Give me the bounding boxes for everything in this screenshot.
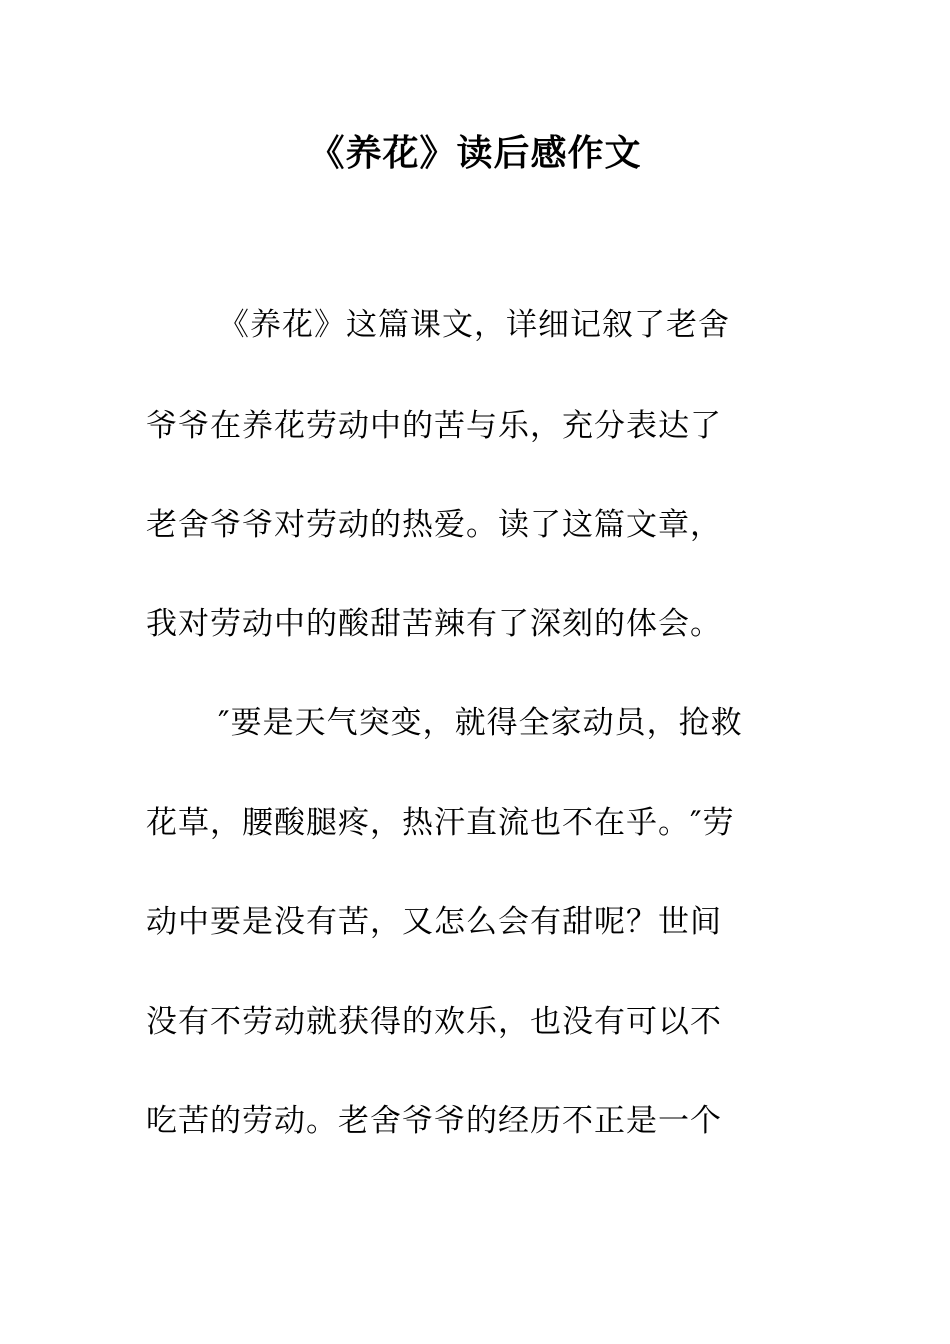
paragraph-line: ″要是天气突变，就得全家动员，抢救 xyxy=(218,705,743,741)
paragraph-line: 花草，腰酸腿疼，热汗直流也不在乎。″劳 xyxy=(146,805,735,841)
paragraph-line: 爷爷在养花劳动中的苦与乐，充分表达了 xyxy=(146,408,722,444)
paragraph-line: 动中要是没有苦，又怎么会有甜呢？世间 xyxy=(146,904,722,940)
paragraph-line: 吃苦的劳动。老舍爷爷的经历不正是一个 xyxy=(146,1103,722,1139)
paragraph-line: 没有不劳动就获得的欢乐，也没有可以不 xyxy=(146,1004,722,1040)
paragraph-line: 老舍爷爷对劳动的热爱。读了这篇文章， xyxy=(146,507,722,543)
document-title: 《养花》读后感作文 xyxy=(308,133,642,174)
paragraph-line: 我对劳动中的酸甜苦辣有了深刻的体会。 xyxy=(146,606,722,642)
paragraph-line: 《养花》这篇课文，详细记叙了老舍 xyxy=(218,307,730,343)
